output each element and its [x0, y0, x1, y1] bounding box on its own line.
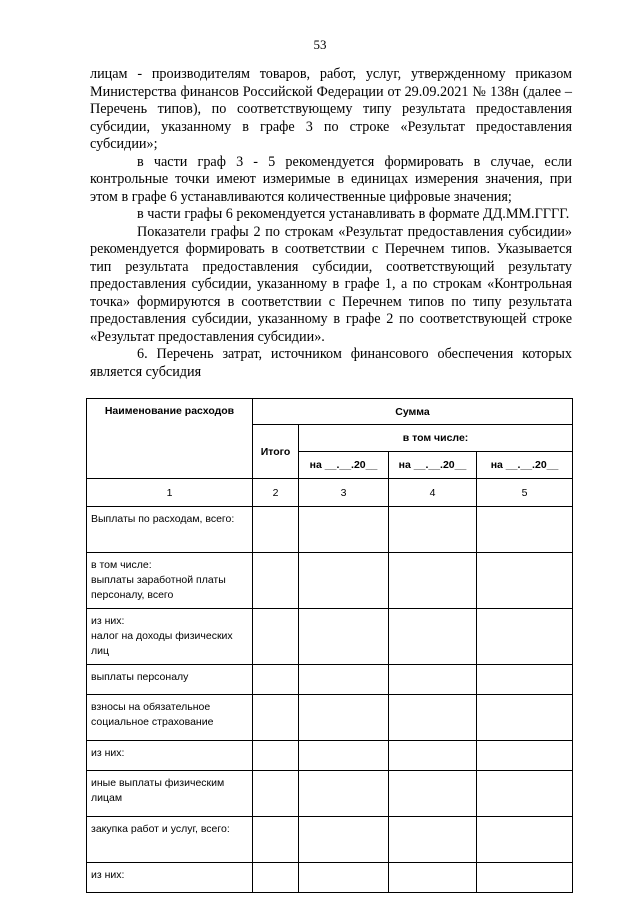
table-cell [299, 771, 389, 817]
table-cell [253, 863, 299, 893]
table-cell [299, 665, 389, 695]
header-date-1: на __.__.20__ [299, 452, 389, 479]
table-row [87, 817, 573, 863]
table-cell [253, 817, 299, 863]
table-row [87, 665, 573, 695]
table-cell [253, 771, 299, 817]
table-cell [389, 863, 477, 893]
table-row [87, 609, 573, 665]
header-date-2: на __.__.20__ [389, 452, 477, 479]
table-cell [299, 817, 389, 863]
table-cell [477, 771, 573, 817]
table-cell [389, 771, 477, 817]
table-row [87, 553, 573, 609]
table-cell [253, 609, 299, 665]
table-cell [253, 553, 299, 609]
column-number: 2 [253, 479, 299, 507]
table-cell [389, 665, 477, 695]
table-row [87, 771, 573, 817]
table-cell [477, 863, 573, 893]
column-number: 5 [477, 479, 573, 507]
paragraph-1: лицам - производителям товаров, работ, услуг, утвержденному приказом Министерства финансов Российской Федерации от 29.09.2021 № 138н (далее – Перечень типов), по соответствующему типу результата предоставления субсидии, указанному в графе 3 по строке «Результат предоставления субсидии»; [90, 66, 572, 152]
row-label: выплаты персоналу [87, 665, 253, 695]
table-cell [477, 507, 573, 553]
row-label: взносы на обязательное социальное страхование [87, 695, 253, 741]
table-cell [299, 741, 389, 771]
section-heading: 6. Перечень затрат, источником финансового обеспечения которых является субсидия [90, 346, 572, 380]
column-number-row [87, 479, 573, 507]
table-cell [253, 507, 299, 553]
column-number: 3 [299, 479, 389, 507]
header-expense-name: Наименование расходов [87, 399, 253, 479]
table-cell [477, 817, 573, 863]
costs-table [86, 398, 573, 893]
header-sum: Сумма [253, 399, 573, 425]
table-cell [389, 609, 477, 665]
table-cell [299, 863, 389, 893]
column-number: 4 [389, 479, 477, 507]
row-label: Выплаты по расходам, всего: [87, 507, 253, 553]
table-cell [389, 741, 477, 771]
row-label: иные выплаты физическим лицам [87, 771, 253, 817]
table-cell [389, 817, 477, 863]
table-row [87, 863, 573, 893]
paragraph-4: Показатели графы 2 по строкам «Результат предоставления субсидии» рекомендуется формировать в соответствии с Перечнем типов. Указывается тип результата предоставления субсидии, соответствующий результату предоставления субсидии, указанному в графе 1, а по строкам «Контрольная точка» формируются в соответствии с Перечнем типов по типу результата предоставления субсидии, указанному в графе 2 по соответствующей строке «Результат предоставления субсидии». [90, 223, 572, 345]
table-cell [253, 741, 299, 771]
table-cell [389, 695, 477, 741]
row-label: закупка работ и услуг, всего: [87, 817, 253, 863]
header-including: в том числе: [299, 425, 573, 452]
table-cell [253, 695, 299, 741]
table-cell [477, 741, 573, 771]
row-label: из них: [87, 741, 253, 771]
row-label: из них: [87, 863, 253, 893]
table-cell [477, 609, 573, 665]
table-cell [477, 665, 573, 695]
table-row [87, 695, 573, 741]
header-date-3: на __.__.20__ [477, 452, 573, 479]
table-cell [299, 507, 389, 553]
row-label: из них: налог на доходы физических лиц [87, 609, 253, 665]
paragraph-3: в части графы 6 рекомендуется устанавливать в формате ДД.ММ.ГГГГ. [137, 206, 570, 222]
table-cell [389, 507, 477, 553]
page-number: 53 [313, 37, 327, 52]
table-cell [477, 695, 573, 741]
row-label: в том числе: выплаты заработной платы персоналу, всего [87, 553, 253, 609]
table-row [87, 741, 573, 771]
table-cell [299, 553, 389, 609]
table-cell [477, 553, 573, 609]
table-row [87, 507, 573, 553]
body-text [90, 66, 572, 381]
table-cell [389, 553, 477, 609]
column-number: 1 [87, 479, 253, 507]
table-cell [299, 609, 389, 665]
paragraph-2: в части граф 3 - 5 рекомендуется формировать в случае, если контрольные точки имеют измеримые в единицах измерения значения, при этом в графе 6 устанавливаются количественные цифровые значения; [90, 153, 572, 205]
table-cell [253, 665, 299, 695]
table-cell [299, 695, 389, 741]
header-total: Итого [253, 425, 299, 479]
